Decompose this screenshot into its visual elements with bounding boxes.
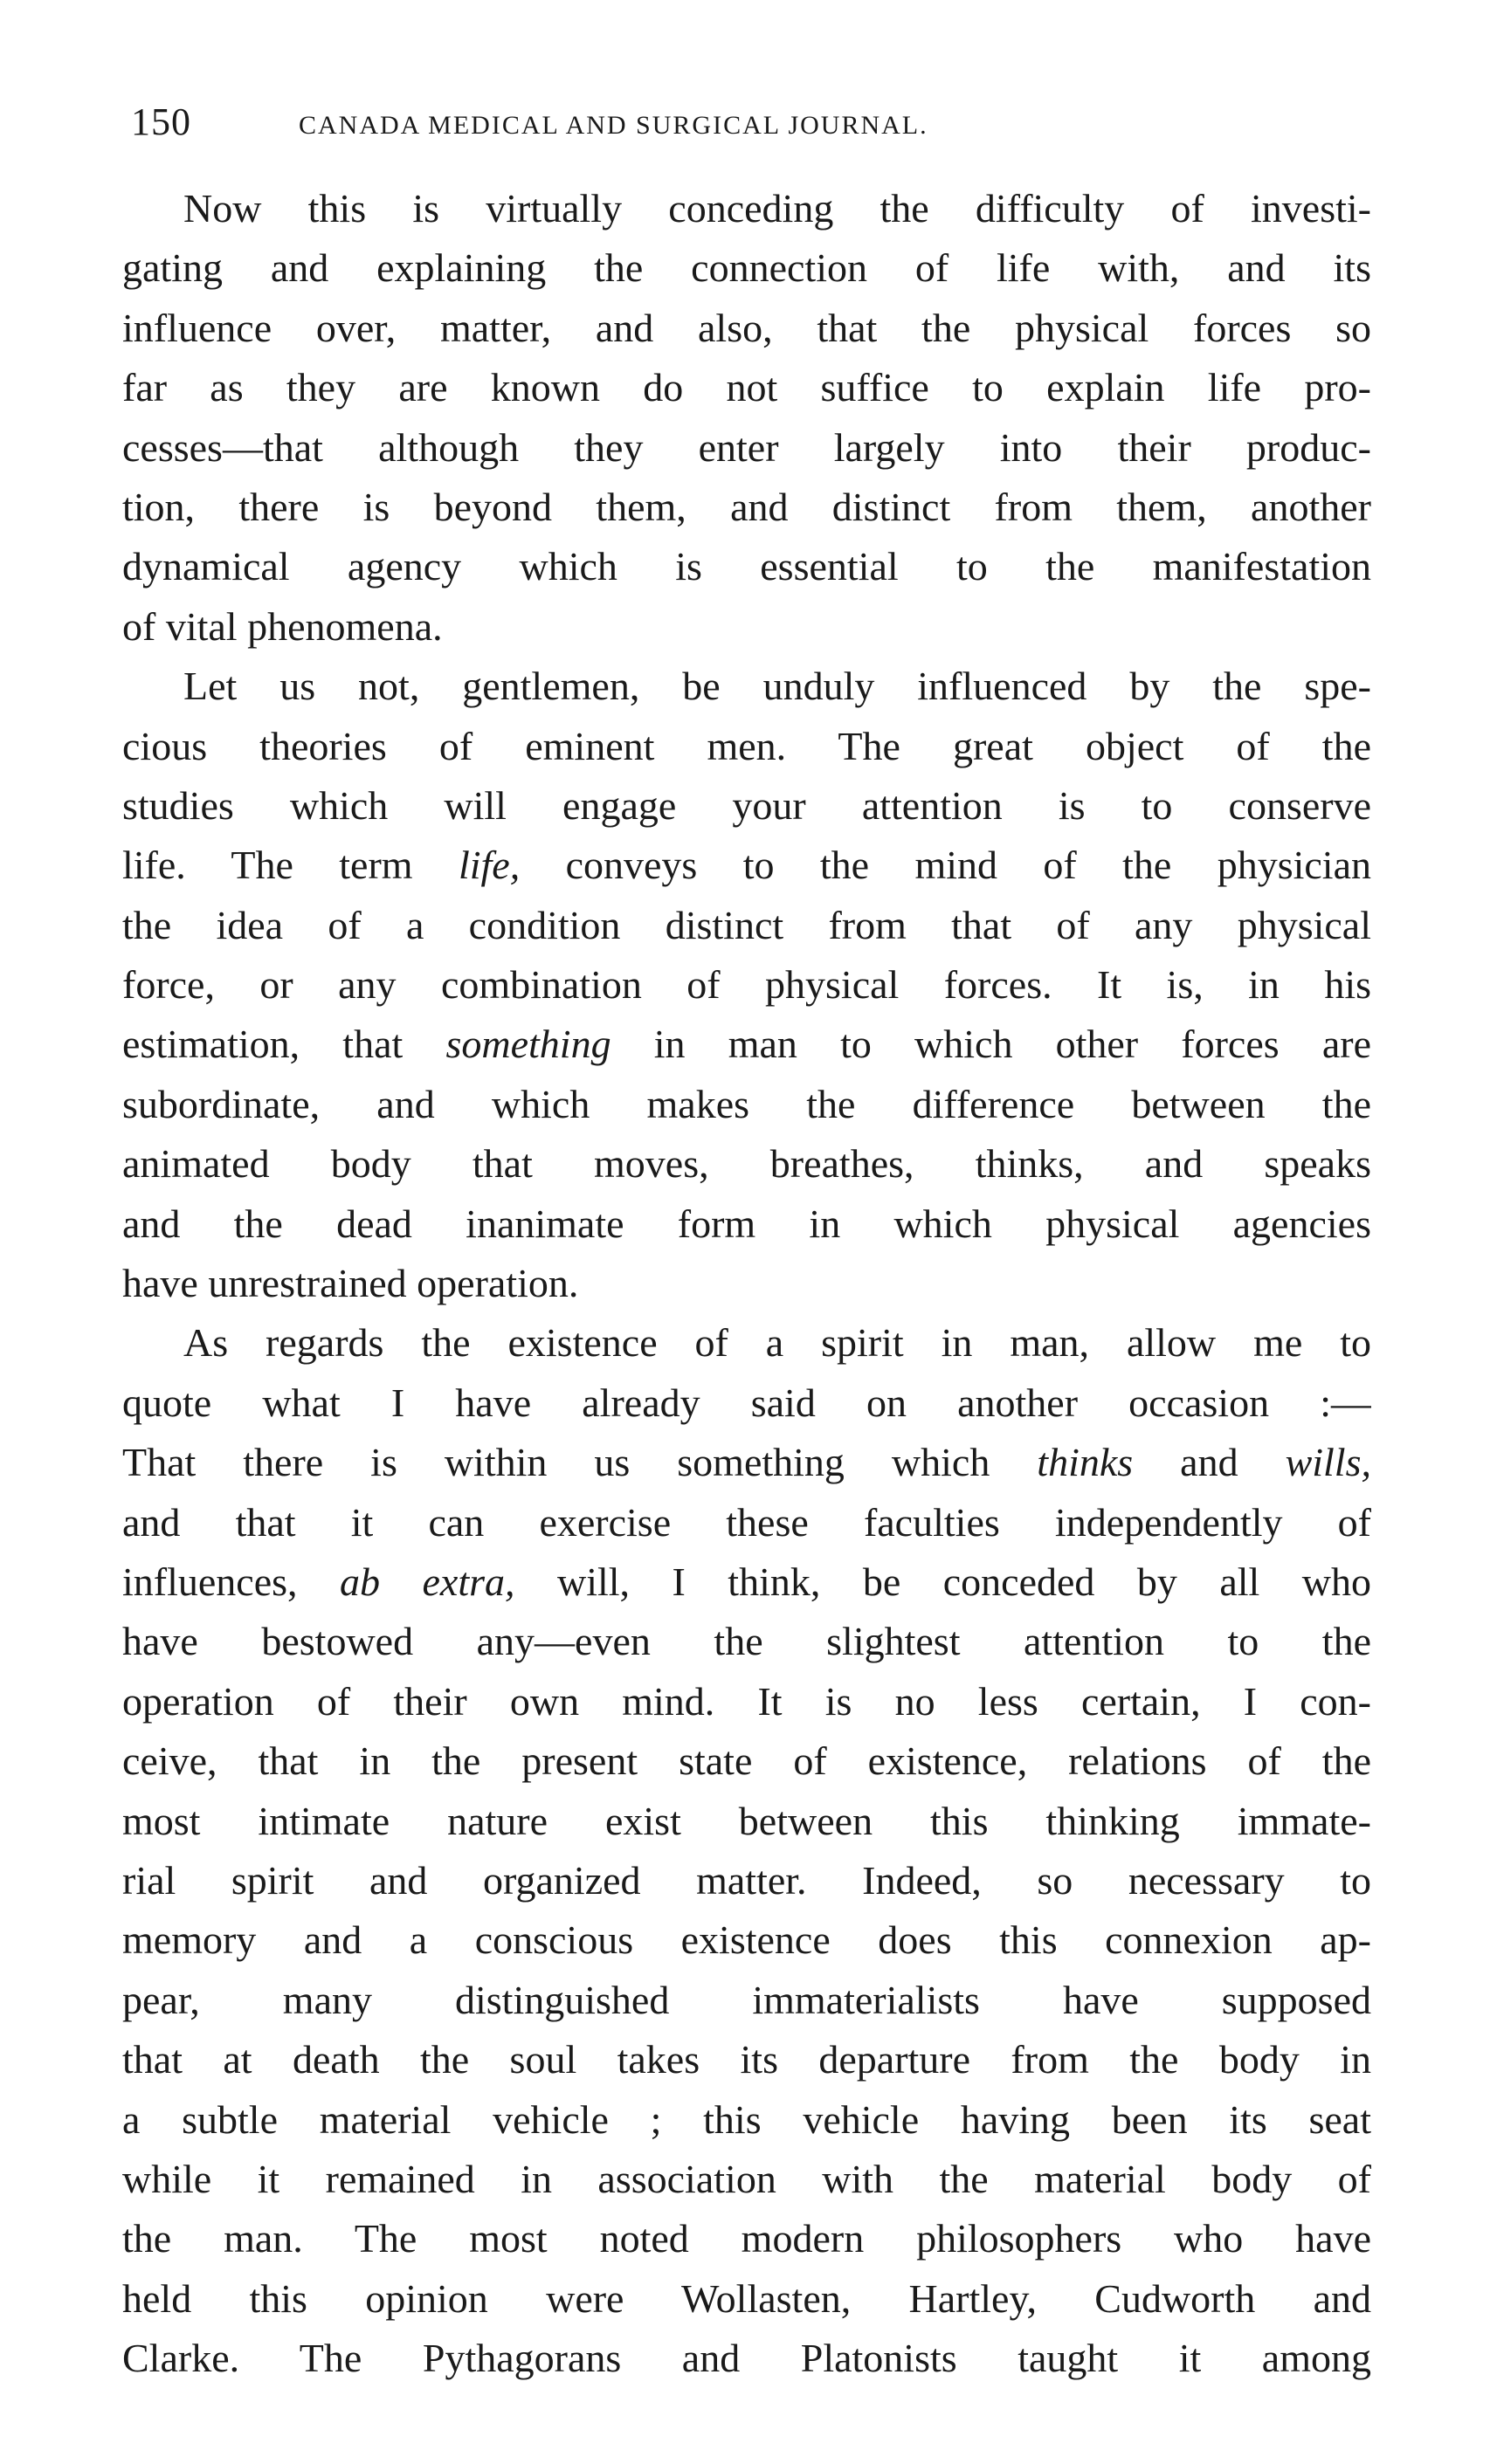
text-segment: gating and explaining the connection of life with, and its	[122, 245, 1371, 291]
text-line	[122, 896, 1371, 955]
text-segment: influence over, matter, and also, that the physical forces so	[122, 305, 1371, 350]
running-head: CANADA MEDICAL AND SURGICAL JOURNAL.	[299, 111, 928, 140]
text-segment: animated body that moves, breathes, thinks, and speaks	[122, 1141, 1371, 1187]
text-segment: subordinate, and which makes the difference between the	[122, 1081, 1371, 1126]
text-segment: far as they are known do not suffice to explain life pro-	[122, 365, 1371, 410]
text-segment: estimation, that	[122, 1022, 446, 1067]
paragraph	[122, 179, 1371, 657]
italic-text-segment: wills,	[1285, 1440, 1371, 1485]
text-line	[122, 1910, 1371, 1970]
text-segment: that at death the soul takes its departure from the body in	[122, 2037, 1371, 2082]
text-line	[122, 717, 1371, 776]
text-segment: the idea of a condition distinct from that of any physical	[122, 902, 1371, 947]
text-line	[122, 2090, 1371, 2150]
text-segment: studies which will engage your attention is to conserve	[122, 782, 1371, 828]
text-line	[122, 2030, 1371, 2089]
text-line	[122, 1612, 1371, 1671]
text-segment: tion, there is beyond them, and distinct from them, another	[122, 484, 1371, 529]
text-segment: memory and a conscious existence does this connexion ap-	[122, 1917, 1371, 1963]
text-line	[122, 1433, 1371, 1492]
text-line	[122, 1552, 1371, 1612]
text-line	[122, 1731, 1371, 1791]
text-line	[122, 1015, 1371, 1074]
text-line	[122, 1194, 1371, 1254]
text-segment: and the dead inanimate form in which physical agencies	[122, 1201, 1371, 1246]
text-segment: Clarke. The Pythagorans and Platonists taught it among	[122, 2336, 1371, 2381]
text-segment: cesses—that although they enter largely into their produc-	[122, 424, 1371, 470]
text-segment: ceive, that in the present state of existence, relations of the	[122, 1738, 1371, 1784]
text-line	[122, 1971, 1371, 2030]
text-line	[122, 1373, 1371, 1433]
text-line	[122, 1075, 1371, 1134]
text-line	[122, 478, 1371, 537]
text-segment: quote what I have already said on another occasion :—	[122, 1380, 1371, 1425]
text-segment: As regards the existence of a spirit in man, allow me to	[183, 1320, 1371, 1366]
page-number: 150	[131, 100, 191, 143]
text-line	[122, 1672, 1371, 1731]
text-segment: have unrestrained operation.	[122, 1261, 579, 1306]
text-line	[122, 1851, 1371, 1910]
text-line	[122, 2209, 1371, 2268]
text-line	[122, 2269, 1371, 2329]
text-line	[122, 1493, 1371, 1552]
text-line	[122, 238, 1371, 298]
text-line	[122, 1792, 1371, 1851]
text-segment: influences,	[122, 1559, 341, 1604]
text-segment: conveys to the mind of the physician	[520, 843, 1371, 888]
text-line	[122, 776, 1371, 836]
text-segment: most intimate nature exist between this thinking immate-	[122, 1798, 1371, 1843]
text-segment: and	[1133, 1440, 1286, 1485]
text-line	[122, 537, 1371, 596]
text-segment: the man. The most noted modern philosophers who have	[122, 2216, 1371, 2261]
text-segment: operation of their own mind. It is no less certain, I con-	[122, 1678, 1371, 1724]
paragraph	[122, 657, 1371, 1313]
text-segment: will, I think, be conceded by all who	[514, 1559, 1371, 1604]
text-segment: while it remained in association with the material body of	[122, 2156, 1371, 2201]
text-line	[122, 179, 1371, 238]
text-segment: Now this is virtually conceding the difficulty of investi-	[183, 186, 1371, 231]
italic-text-segment: ab extra,	[340, 1559, 515, 1604]
paragraph	[122, 1313, 1371, 2388]
text-line	[122, 358, 1371, 417]
body-text	[122, 179, 1371, 2388]
text-line	[122, 1313, 1371, 1373]
text-segment: and that it can exercise these faculties independently of	[122, 1499, 1371, 1545]
text-segment: in man to which other forces are	[610, 1022, 1371, 1067]
text-segment: rial spirit and organized matter. Indeed, so necessary to	[122, 1857, 1371, 1903]
text-segment: held this opinion were Wollasten, Hartley, Cudworth and	[122, 2275, 1371, 2321]
text-line	[122, 1134, 1371, 1194]
text-segment: Let us not, gentlemen, be unduly influenced by the spe-	[183, 664, 1371, 709]
italic-text-segment: life,	[458, 843, 521, 888]
text-line	[122, 1254, 1371, 1313]
text-segment: life. The term	[122, 843, 459, 888]
italic-text-segment: something	[445, 1022, 611, 1067]
text-segment: That there is within us something which	[122, 1440, 1038, 1485]
text-line	[122, 299, 1371, 358]
text-line	[122, 955, 1371, 1015]
text-segment: pear, many distinguished immaterialists have supposed	[122, 1977, 1371, 2022]
text-line	[122, 2329, 1371, 2388]
text-segment: dynamical agency which is essential to the manifestation	[122, 544, 1371, 589]
text-line	[122, 2150, 1371, 2209]
page-header	[131, 92, 1371, 153]
text-line	[122, 418, 1371, 478]
text-segment: have bestowed any—even the slightest attention to the	[122, 1619, 1371, 1664]
text-line	[122, 657, 1371, 716]
italic-text-segment: thinks	[1037, 1440, 1134, 1485]
text-segment: of vital phenomena.	[122, 603, 443, 649]
text-segment: force, or any combination of physical forces. It is, in his	[122, 962, 1371, 1008]
text-line	[122, 836, 1371, 895]
text-segment: cious theories of eminent men. The great object of the	[122, 723, 1371, 768]
text-segment: a subtle material vehicle ; this vehicle having been its seat	[122, 2096, 1371, 2142]
text-line	[122, 597, 1371, 657]
